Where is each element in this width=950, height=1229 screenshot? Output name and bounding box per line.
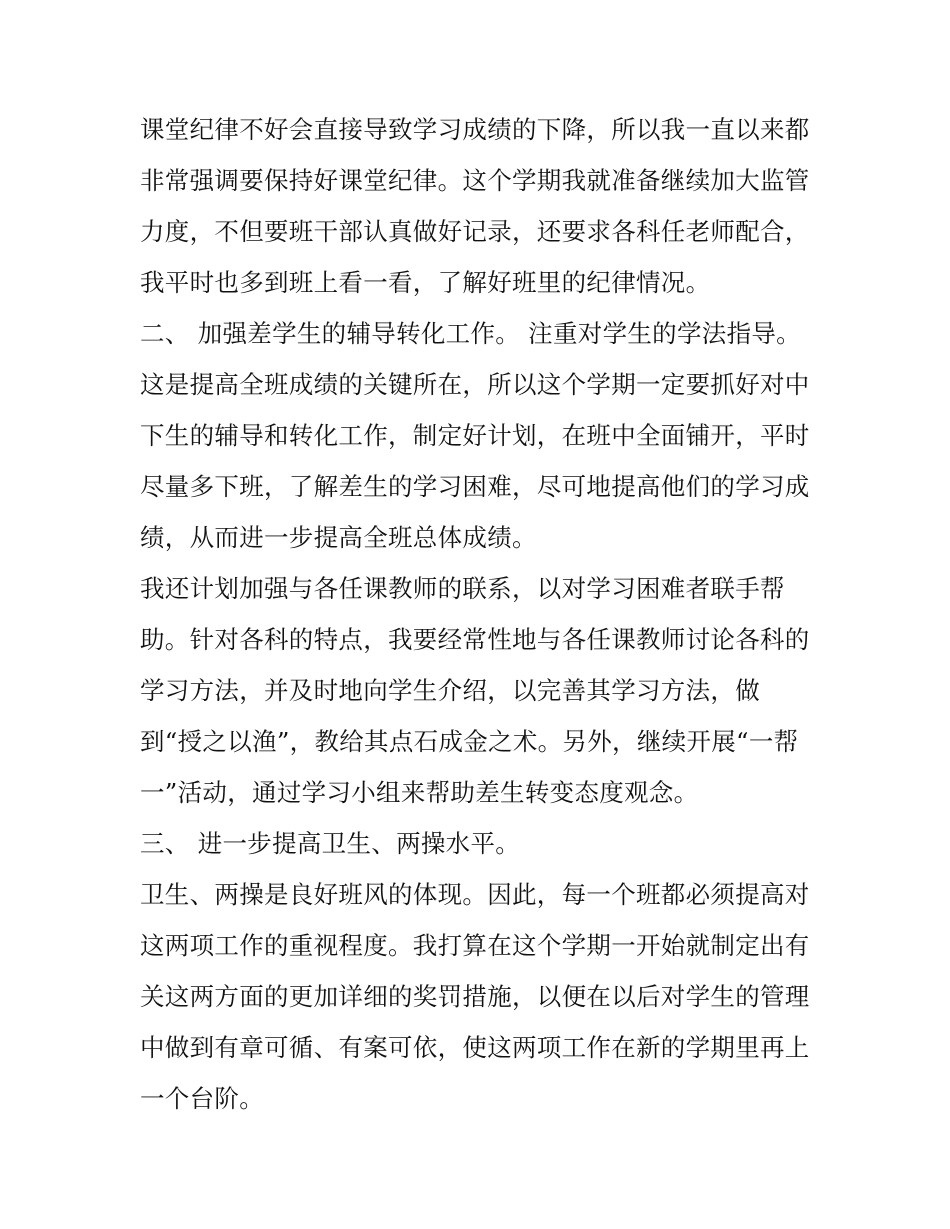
text-line: 这是提高全班成绩的关键所在，所以这个学期一定要抓好对中 — [140, 370, 810, 399]
text-line: 一”活动，通过学习小组来帮助差生转变态度观念。 — [140, 778, 699, 807]
text-line: 非常强调要保持好课堂纪律。这个学期我就准备继续加大监管 — [140, 166, 810, 195]
text-line: 学习方法，并及时地向学生介绍，以完善其学习方法，做 — [140, 676, 760, 705]
text-line: 我平时也多到班上看一看，了解好班里的纪律情况。 — [140, 268, 711, 297]
text-line: 助。针对各科的特点，我要经常性地与各任课教师讨论各科的 — [140, 625, 810, 654]
text-line: 下生的辅导和转化工作，制定好计划，在班中全面铺开，平时 — [140, 421, 810, 450]
text-line: 我还计划加强与各任课教师的联系，以对学习困难者联手帮 — [140, 574, 785, 603]
text-line: 尽量多下班，了解差生的学习困难，尽可地提高他们的学习成 — [140, 472, 810, 501]
text-line: 力度，不但要班干部认真做好记录，还要求各科任老师配合， — [140, 217, 810, 246]
text-line: 到“授之以渔”，教给其点石成金之术。另外，继续开展“一帮 — [140, 727, 799, 756]
section-heading: 三、 进一步提高卫生、两操水平。 — [140, 829, 521, 858]
text-line: 绩，从而进一步提高全班总体成绩。 — [140, 523, 537, 552]
text-line: 卫生、两操是良好班风的体现。因此，每一个班都必须提高对 — [140, 880, 810, 909]
text-line: 一个台阶。 — [140, 1084, 264, 1113]
text-line: 课堂纪律不好会直接导致学习成绩的下降，所以我一直以来都 — [140, 115, 810, 144]
text-line: 中做到有章可循、有案可依，使这两项工作在新的学期里再上 — [140, 1033, 810, 1062]
text-line: 关这两方面的更加详细的奖罚措施，以便在以后对学生的管理 — [140, 982, 810, 1011]
section-heading: 二、 加强差学生的辅导转化工作。 注重对学生的学法指导。 — [140, 319, 801, 348]
text-line: 这两项工作的重视程度。我打算在这个学期一开始就制定出有 — [140, 931, 810, 960]
